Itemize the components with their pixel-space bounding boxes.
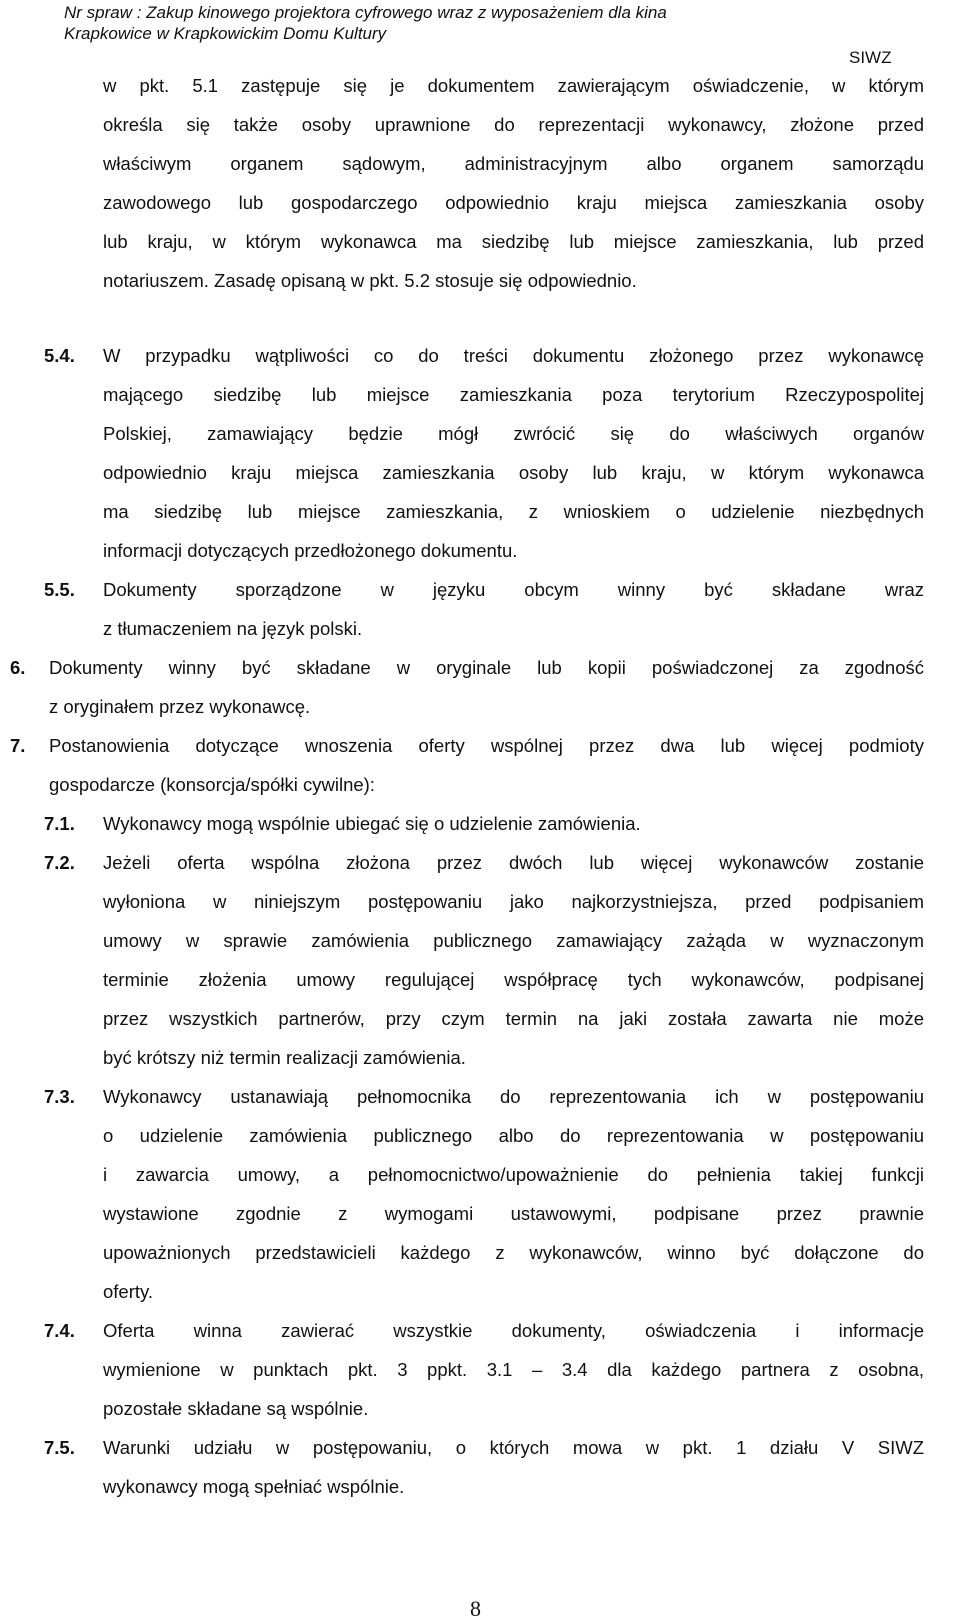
text-line: umowy w sprawie zamówienia publicznego zamawiający zażąda w wyznaczonym [103,930,924,951]
text-line: zawodowego lub gospodarczego odpowiednio kraju miejsca zamieszkania osoby [103,192,924,213]
text-line: notariuszem. Zasadę opisaną w pkt. 5.2 stosuje się odpowiednio. [103,270,637,291]
text-line: oferty. [103,1281,154,1302]
text-line: Warunki udziału w postępowaniu, o których mowa w pkt. 1 działu V SIWZ [103,1437,924,1458]
section-number: 7. [10,735,26,756]
text-line: Postanowienia dotyczące wnoszenia oferty wspólnej przez dwa lub więcej podmioty [49,735,924,756]
section-number: 7.1. [44,813,75,834]
text-line: o udzielenie zamówienia publicznego albo do reprezentowania w postępowaniu [103,1125,924,1146]
page-number: 8 [470,1596,481,1621]
text-line: gospodarcze (konsorcja/spółki cywilne): [49,774,375,795]
text-line: Polskiej, zamawiający będzie mógł zwrócić się do właściwych organów [103,423,924,444]
text-line: terminie złożenia umowy regulującej współpracę tych wykonawców, podpisanej [103,969,924,990]
text-line: informacji dotyczących przedłożonego dokumentu. [103,540,518,561]
section-number: 6. [10,657,26,678]
text-line: wykonawcy mogą spełniać wspólnie. [103,1476,405,1497]
text-line: Dokumenty sporządzone w języku obcym winny być składane wraz [103,579,924,600]
text-line: określa się także osoby uprawnione do reprezentacji wykonawcy, złożone przed [103,114,924,135]
text-line: wyłoniona w niniejszym postępowaniu jako najkorzystniejsza, przed podpisaniem [103,891,924,912]
text-line: Wykonawcy ustanawiają pełnomocnika do reprezentowania ich w postępowaniu [103,1086,924,1107]
text-line: odpowiednio kraju miejsca zamieszkania osoby lub kraju, w którym wykonawca [103,462,924,483]
doc-code: SIWZ [849,48,892,67]
text-line: W przypadku wątpliwości co do treści dokumentu złożonego przez wykonawcę [103,345,924,366]
document-header [64,2,667,44]
text-line: przez wszystkich partnerów, przy czym termin na jaki została zawarta nie może [103,1008,924,1029]
section-number: 7.2. [44,852,75,873]
text-line: Oferta winna zawierać wszystkie dokumenty, oświadczenia i informacje [103,1320,924,1341]
header-line-2: Krapkowice w Krapkowickim Domu Kultury [64,24,387,43]
text-line: pozostałe składane są wspólnie. [103,1398,369,1419]
text-line: upoważnionych przedstawicieli każdego z wykonawców, winno być dołączone do [103,1242,924,1263]
text-line: z tłumaczeniem na język polski. [103,618,363,639]
text-line: Wykonawcy mogą wspólnie ubiegać się o udzielenie zamówienia. [103,813,641,834]
text-line: z oryginałem przez wykonawcę. [49,696,311,717]
section-number: 5.4. [44,345,75,366]
text-line: Jeżeli oferta wspólna złożona przez dwóch lub więcej wykonawców zostanie [103,852,924,873]
section-number: 7.3. [44,1086,75,1107]
text-line: i zawarcia umowy, a pełnomocnictwo/upoważnienie do pełnienia takiej funkcji [103,1164,924,1185]
header-line-1: Nr spraw : Zakup kinowego projektora cyfrowego wraz z wyposażeniem dla kina [64,3,667,22]
text-line: być krótszy niż termin realizacji zamówienia. [103,1047,466,1068]
text-line: wymienione w punktach pkt. 3 ppkt. 3.1 – 3.4 dla każdego partnera z osobna, [103,1359,924,1380]
text-line: właściwym organem sądowym, administracyjnym albo organem samorządu [103,153,924,174]
text-line: w pkt. 5.1 zastępuje się je dokumentem zawierającym oświadczenie, w którym [103,75,924,96]
text-line: lub kraju, w którym wykonawca ma siedzibę lub miejsce zamieszkania, lub przed [103,231,924,252]
text-line: wystawione zgodnie z wymogami ustawowymi, podpisane przez prawnie [103,1203,924,1224]
text-line: mającego siedzibę lub miejsce zamieszkania poza terytorium Rzeczypospolitej [103,384,924,405]
text-line: ma siedzibę lub miejsce zamieszkania, z wnioskiem o udzielenie niezbędnych [103,501,924,522]
section-number: 7.5. [44,1437,75,1458]
section-number: 7.4. [44,1320,75,1341]
section-number: 5.5. [44,579,75,600]
text-line: Dokumenty winny być składane w oryginale lub kopii poświadczonej za zgodność [49,657,924,678]
